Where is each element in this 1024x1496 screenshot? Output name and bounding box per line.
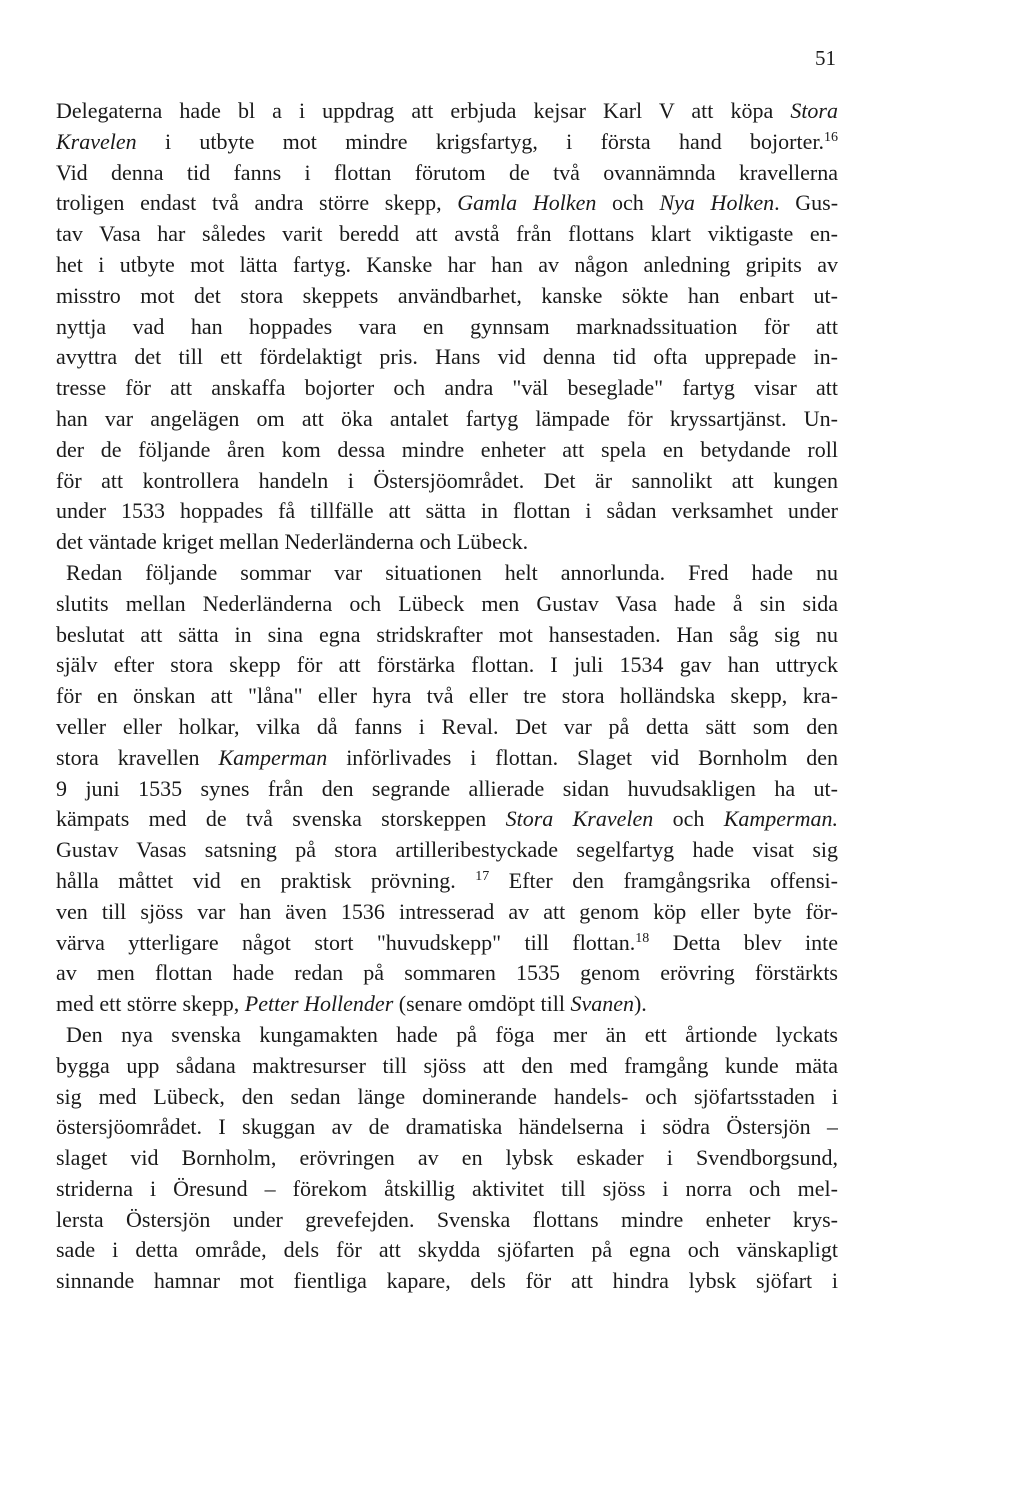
text-run: under 1533 hoppades få tillfälle att sätta in flottan i sådan verksamhet under (56, 498, 838, 524)
text-run: sig med Lübeck, den sedan länge dominerande handels- och sjöfartsstaden i (56, 1083, 838, 1109)
text-run: Delegaterna hade bl a i uppdrag att erbjuda kejsar Karl V att köpa (56, 98, 791, 123)
text-run: ). (633, 991, 647, 1017)
italic-text: Petter Hollender (244, 991, 394, 1017)
text-run: Den nya svenska kungamakten hade på föga mer än ett årtionde lyckats (66, 1021, 838, 1047)
text-run: tav Vasa har således varit beredd att avstå från flottans klart viktigaste en- (56, 221, 838, 247)
text-line (56, 1020, 838, 1051)
text-run: tresse för att anskaffa bojorter och andra "väl beseglade" fartyg visar att (56, 375, 838, 401)
text-run: Efter den framgångsrika offensi- (489, 867, 838, 893)
text-line (56, 774, 838, 805)
text-line (56, 650, 838, 681)
text-line (56, 989, 838, 1020)
text-run: Redan följande sommar var situationen helt annorlunda. Fred hade nu (66, 559, 838, 585)
text-run: i utbyte mot mindre krigsfartyg, i första hand bojorter. (136, 128, 824, 154)
text-run: troligen endast två andra större skepp, (56, 190, 458, 216)
text-run: bygga upp sådana maktresurser till sjöss att den med framgång kunde mäta (56, 1052, 838, 1078)
text-line (56, 712, 838, 743)
text-line (56, 342, 838, 373)
italic-text: Stora Kravelen (505, 806, 654, 832)
text-line (56, 1082, 838, 1113)
text-line (56, 897, 838, 928)
text-line (56, 219, 838, 250)
text-line (56, 404, 838, 435)
text-run: stora kravellen (56, 744, 219, 770)
text-line (56, 158, 838, 189)
text-line (56, 589, 838, 620)
text-line (56, 373, 838, 404)
text-run: beslutat att sätta in sina egna stridskrafter mot hansestaden. Han såg sig nu (56, 621, 838, 647)
text-line (56, 496, 838, 527)
text-run: hålla måttet vid en praktisk prövning. (56, 867, 476, 893)
text-run: (senare omdöpt till (393, 991, 571, 1017)
italic-text: Svanen (570, 991, 634, 1017)
text-line (56, 558, 838, 589)
text-run: het i utbyte mot lätta fartyg. Kanske har han av någon anledning gripits av (56, 251, 838, 277)
page-number: 51 (815, 46, 836, 70)
text-line (56, 1266, 838, 1297)
italic-text: Kamperman (218, 744, 328, 770)
italic-text: Gamla Holken (457, 190, 597, 216)
text-line (56, 804, 838, 835)
text-line (56, 1112, 838, 1143)
body-text (56, 96, 838, 1297)
text-run: Gustav Vasas satsning på stora artilleribestyckade segelfartyg hade visat sig (56, 837, 838, 863)
text-run: slaget vid Bornholm, erövringen av en lybsk eskader i Svendborgsund, (56, 1145, 838, 1171)
text-line (56, 96, 838, 127)
text-run: för att kontrollera handeln i Östersjöområdet. Det är sannolikt att kungen (56, 467, 838, 493)
text-run: striderna i Öresund – förekom åtskillig aktivitet till sjöss i norra och mel- (56, 1175, 838, 1201)
italic-text: Kamperman. (723, 806, 838, 832)
text-run: östersjöområdet. I skuggan av de dramatiska händelserna i södra Östersjön – (56, 1114, 838, 1140)
text-run: avyttra det till ett fördelaktigt pris. Hans vid denna tid ofta upprepade in- (56, 344, 838, 370)
text-run: 9 juni 1535 synes från den segrande allierade sidan huvudsakligen ha ut- (56, 775, 838, 801)
text-run: och (596, 190, 660, 216)
text-line (56, 681, 838, 712)
italic-text: Nya Holken (659, 190, 775, 216)
text-line (56, 250, 838, 281)
text-run: med ett större skepp, (56, 991, 245, 1017)
text-line (56, 466, 838, 497)
text-run: veller eller holkar, vilka då fanns i Reval. Det var på detta sätt som den (56, 713, 838, 739)
text-line (56, 958, 838, 989)
text-run: lersta Östersjön under grevefejden. Svenska flottans mindre enheter krys- (56, 1206, 838, 1232)
text-run: Detta blev inte (649, 929, 838, 955)
text-line (56, 835, 838, 866)
paragraph (56, 1020, 838, 1297)
text-line (56, 312, 838, 343)
text-run: det väntade kriget mellan Nederländerna och Lübeck. (56, 529, 529, 555)
text-run: slutits mellan Nederländerna och Lübeck men Gustav Vasa hade å sin sida (56, 590, 838, 616)
text-run: och (653, 806, 724, 832)
text-line (56, 620, 838, 651)
text-line (56, 1205, 838, 1236)
text-run: själv efter stora skepp för att förstärka flottan. I juli 1534 gav han uttryck (56, 652, 838, 678)
text-line (56, 1235, 838, 1266)
text-run: av men flottan hade redan på sommaren 1535 genom erövring förstärkts (56, 960, 838, 986)
text-line (56, 928, 838, 959)
text-run: kämpats med de två svenska storskeppen (56, 806, 506, 832)
paragraph (56, 558, 838, 1020)
text-run: . Gus- (774, 190, 838, 216)
text-run: införlivades i flottan. Slaget vid Bornholm den (327, 744, 838, 770)
text-run: ven till sjöss var han även 1536 intresserad av att genom köp eller byte för- (56, 898, 838, 924)
footnote-ref: 18 (635, 930, 650, 946)
text-line (56, 1174, 838, 1205)
paragraph (56, 96, 838, 558)
text-line (56, 435, 838, 466)
text-run: der de följande åren kom dessa mindre enheter att spela en betydande roll (56, 436, 838, 462)
text-line (56, 743, 838, 774)
footnote-ref: 16 (824, 129, 838, 145)
text-line (56, 1051, 838, 1082)
text-line (56, 281, 838, 312)
text-run: misstro mot det stora skeppets användbarhet, kanske sökte han enbart ut- (56, 282, 838, 308)
text-line (56, 527, 838, 558)
italic-text: Stora (790, 98, 838, 123)
text-run: sinnande hamnar mot fientliga kapare, dels för att hindra lybsk sjöfart i (56, 1268, 838, 1294)
text-run: han var angelägen om att öka antalet fartyg lämpade för kryssartjänst. Un- (56, 405, 838, 431)
text-run: nyttja vad han hoppades vara en gynnsam marknadssituation för att (56, 313, 838, 339)
text-line (56, 188, 838, 219)
text-line (56, 127, 838, 158)
text-line (56, 866, 838, 897)
text-run: sade i detta område, dels för att skydda sjöfarten på egna och vänskapligt (56, 1237, 838, 1263)
italic-text: Kravelen (56, 128, 137, 154)
text-run: värva ytterligare något stort "huvudskepp" till flottan. (56, 929, 636, 955)
text-run: för en önskan att "låna" eller hyra två eller tre stora holländska skepp, kra- (56, 683, 838, 709)
text-line (56, 1143, 838, 1174)
text-run: Vid denna tid fanns i flottan förutom de två ovannämnda kravellerna (56, 159, 838, 185)
footnote-ref: 17 (475, 868, 490, 884)
